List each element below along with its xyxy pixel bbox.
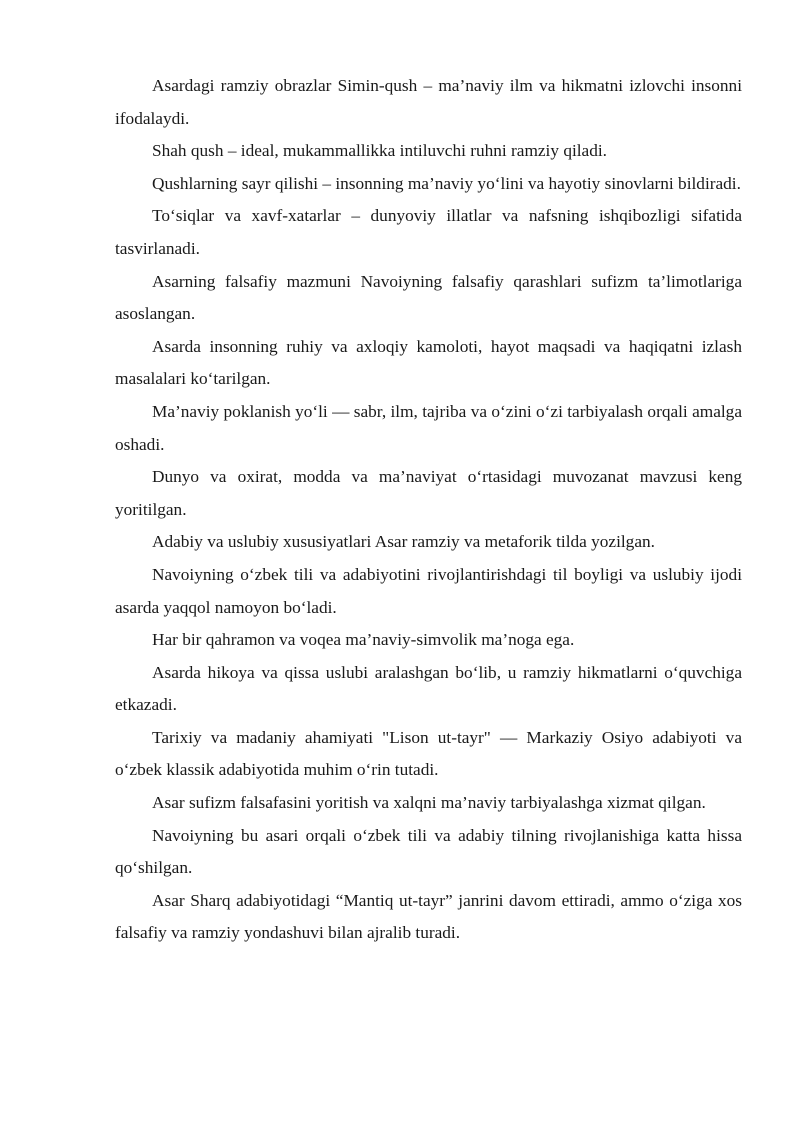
paragraph: Asar Sharq adabiyotidagi “Mantiq ut-tayr” janrini davom ettiradi, ammo o‘ziga xos falsafiy va ramziy yondashuvi bilan ajralib turadi.: [115, 890, 742, 943]
paragraph: Asarning falsafiy mazmuni Navoiyning falsafiy qarashlari sufizm ta’limotlariga asoslangan.: [115, 271, 742, 324]
document-page: [115, 70, 742, 950]
paragraph: Asarda insonning ruhiy va axloqiy kamoloti, hayot maqsadi va haqiqatni izlash masalalari ko‘tarilgan.: [115, 336, 742, 389]
paragraph: Asardagi ramziy obrazlar Simin-qush – ma’naviy ilm va hikmatni izlovchi insonni ifodalaydi.: [115, 76, 742, 128]
paragraph: Shah qush – ideal, mukammallikka intiluvchi ruhni ramziy qiladi.: [152, 141, 607, 161]
paragraph: Tarixiy va madaniy ahamiyati "Lison ut-tayr" — Markaziy Osiyo adabiyoti va o‘zbek klassik adabiyotida muhim o‘rin tutadi.: [115, 727, 742, 780]
paragraph: Dunyo va oxirat, modda va ma’naviyat o‘rtasidagi muvozanat mavzusi keng yoritilgan.: [115, 467, 742, 519]
paragraph: Navoiyning bu asari orqali o‘zbek tili va adabiy tilning rivojlanishiga katta hissa qo‘shilgan.: [115, 825, 742, 878]
paragraph: Adabiy va uslubiy xususiyatlari Asar ramziy va metaforik tilda yozilgan.: [152, 532, 655, 552]
paragraph: Qushlarning sayr qilishi – insonning ma’naviy yo‘lini va hayotiy sinovlarni bildiradi.: [152, 173, 741, 193]
paragraph: Asar sufizm falsafasini yoritish va xalqni ma’naviy tarbiyalashga xizmat qilgan.: [152, 793, 706, 813]
paragraph: To‘siqlar va xavf-xatarlar – dunyoviy illatlar va nafsning ishqibozligi sifatida tasvirlanadi.: [115, 206, 742, 258]
paragraph: Ma’naviy poklanish yo‘li — sabr, ilm, tajriba va o‘zini o‘zi tarbiyalash orqali amalga oshadi.: [115, 401, 742, 454]
paragraph: Navoiyning o‘zbek tili va adabiyotini rivojlantirishdagi til boyligi va uslubiy ijodi asarda yaqqol namoyon bo‘ladi.: [115, 564, 742, 617]
paragraph: Asarda hikoya va qissa uslubi aralashgan bo‘lib, u ramziy hikmatlarni o‘quvchiga etkazadi.: [115, 662, 742, 715]
paragraph: Har bir qahramon va voqea ma’naviy-simvolik ma’noga ega.: [152, 630, 575, 650]
